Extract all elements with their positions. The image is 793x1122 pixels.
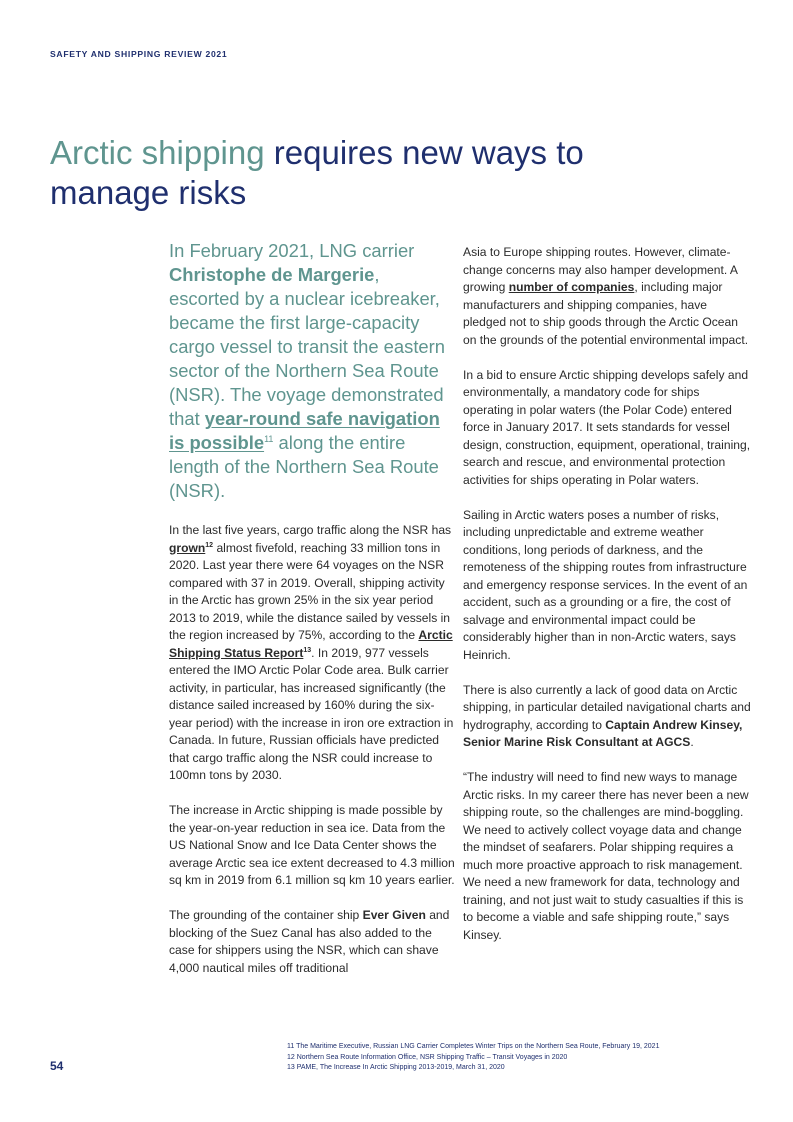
- right-p1-text-b: , including major manufacturers and shipping companies, have pledged not to ship goods through the Arctic Ocean on the grounds of the potential environmental impact.: [463, 280, 749, 347]
- left-paragraph-2: The increase in Arctic shipping is made possible by the year-on-year reduction in sea ice. Data from the US National Snow and Ice Data Center shows the average Arctic sea ice extent decreased to 4.3 million sq km in 2019 from 6.1 million sq km 10 years earlier.: [169, 803, 455, 887]
- page-number: 54: [50, 1059, 64, 1073]
- right-p4-text-c: .: [690, 735, 694, 749]
- footnote-12: 12 Northern Sea Route Information Office, NSR Shipping Traffic – Transit Voyages in 2020: [287, 1053, 568, 1061]
- left-paragraph-3: [169, 907, 455, 977]
- right-p1-text-a: Asia to Europe shipping routes. However, climate-change concerns may also hamper development. A growing: [463, 245, 738, 294]
- intro-text-3: along the entire length of the Northern Sea Route (NSR).: [169, 432, 439, 502]
- year-round-navigation-link[interactable]: year-round safe navigation is possible: [169, 408, 440, 454]
- title-rest: requires new ways to manage risks: [50, 134, 584, 211]
- intro-paragraph: [169, 239, 449, 504]
- left-p1-text-a: In the last five years, cargo traffic along the NSR has: [169, 523, 452, 537]
- right-paragraph-1: [463, 244, 753, 349]
- left-p3-text-c: and blocking of the Suez Canal has also added to the case for shippers using the NSR, which can shave 4,000 nautical miles off traditional: [169, 908, 450, 975]
- left-p1-text-b: almost fivefold, reaching 33 million tons in 2020. Last year there were 64 voyages on the NSR compared with 37 in 2019. Overall, shipping activity in the Arctic has grown 25% in the six year period 2013 to 2019, while the distance sailed by vessels in the region increased by 75%, according to the: [169, 540, 451, 642]
- right-paragraph-2: In a bid to ensure Arctic shipping develops safely and environmentally, a mandatory code for ships operating in polar waters (the Polar Code) entered force in January 2017. It sets standards for vessel design, construction, equipment, operational, training, search and rescue, and environmental protection activities for ships operating in Polar waters.: [463, 367, 751, 487]
- left-paragraph-1: [169, 522, 455, 785]
- right-column: [463, 244, 753, 962]
- number-of-companies-link[interactable]: number of companies: [508, 280, 635, 294]
- kinsey-attribution: Captain Andrew Kinsey, Senior Marine Risk Consultant at AGCS: [463, 717, 743, 749]
- right-paragraph-4: [463, 682, 753, 752]
- ship-name: Christophe de Margerie: [169, 264, 375, 286]
- ever-given-name: Ever Given: [362, 908, 426, 922]
- footnotes: [287, 1042, 757, 1074]
- arctic-shipping-status-report-link[interactable]: Arctic Shipping Status Report: [169, 628, 453, 660]
- running-header: SAFETY AND SHIPPING REVIEW 2021: [50, 49, 228, 59]
- left-column: [169, 522, 455, 995]
- intro-text-1: In February 2021, LNG carrier: [169, 240, 415, 261]
- grown-link[interactable]: grown: [169, 540, 206, 555]
- footnote-ref-11[interactable]: 11: [264, 434, 274, 445]
- article-title: [50, 133, 650, 213]
- left-p3-text-a: The grounding of the container ship: [169, 908, 363, 922]
- right-paragraph-3: Sailing in Arctic waters poses a number of risks, including unpredictable and extreme weather conditions, long periods of darkness, and the remoteness of the shipping routes from infrastructure and emergency response services. In the event of an accident, such as a grounding or a fire, the cost of salvage and environmental impact could be considerably higher than in non-Arctic waters, says Heinrich.: [463, 507, 748, 662]
- intro-text-2: , escorted by a nuclear icebreaker, became the first large-capacity cargo vessel to transit the eastern sector of the Northern Sea Route (NSR). The voyage demonstrated that: [169, 264, 446, 430]
- title-accent: Arctic shipping: [50, 134, 265, 171]
- footnote-ref-13[interactable]: 13: [303, 646, 312, 654]
- right-p4-text-a: There is also currently a lack of good data on Arctic shipping, in particular detailed navigational charts and hydrography, according to: [463, 682, 751, 732]
- footnote-13: 13 PAME, The Increase In Arctic Shipping 2013-2019, March 31, 2020: [287, 1064, 505, 1071]
- right-paragraph-5: “The industry will need to find new ways to manage Arctic risks. In my career there has never been a new shipping route, so the challenges are mind-boggling. We need to actively collect voyage data and change the mindset of seafarers. Polar shipping requires a much more proactive approach to risk management. We need a new framework for data, technology and training, and not just wait to study casualties if this is to become a viable and safe shipping route,” says Kinsey.: [463, 770, 749, 942]
- footnote-ref-12[interactable]: 12: [205, 541, 214, 549]
- footnote-11: 11 The Maritime Executive, Russian LNG Carrier Completes Winter Trips on the Northern Sea Route, February 19, 2021: [287, 1043, 660, 1050]
- left-p1-text-c: . In 2019, 977 vessels entered the IMO Arctic Polar Code area. Bulk carrier activity, in particular, has increased significantly (the distance sailed increased by 160% during the six-year period) with the increase in iron ore extraction in Canada. In future, Russian officials have predicted that cargo traffic along the NSR could increase to 100mn tons by 2030.: [169, 645, 454, 782]
